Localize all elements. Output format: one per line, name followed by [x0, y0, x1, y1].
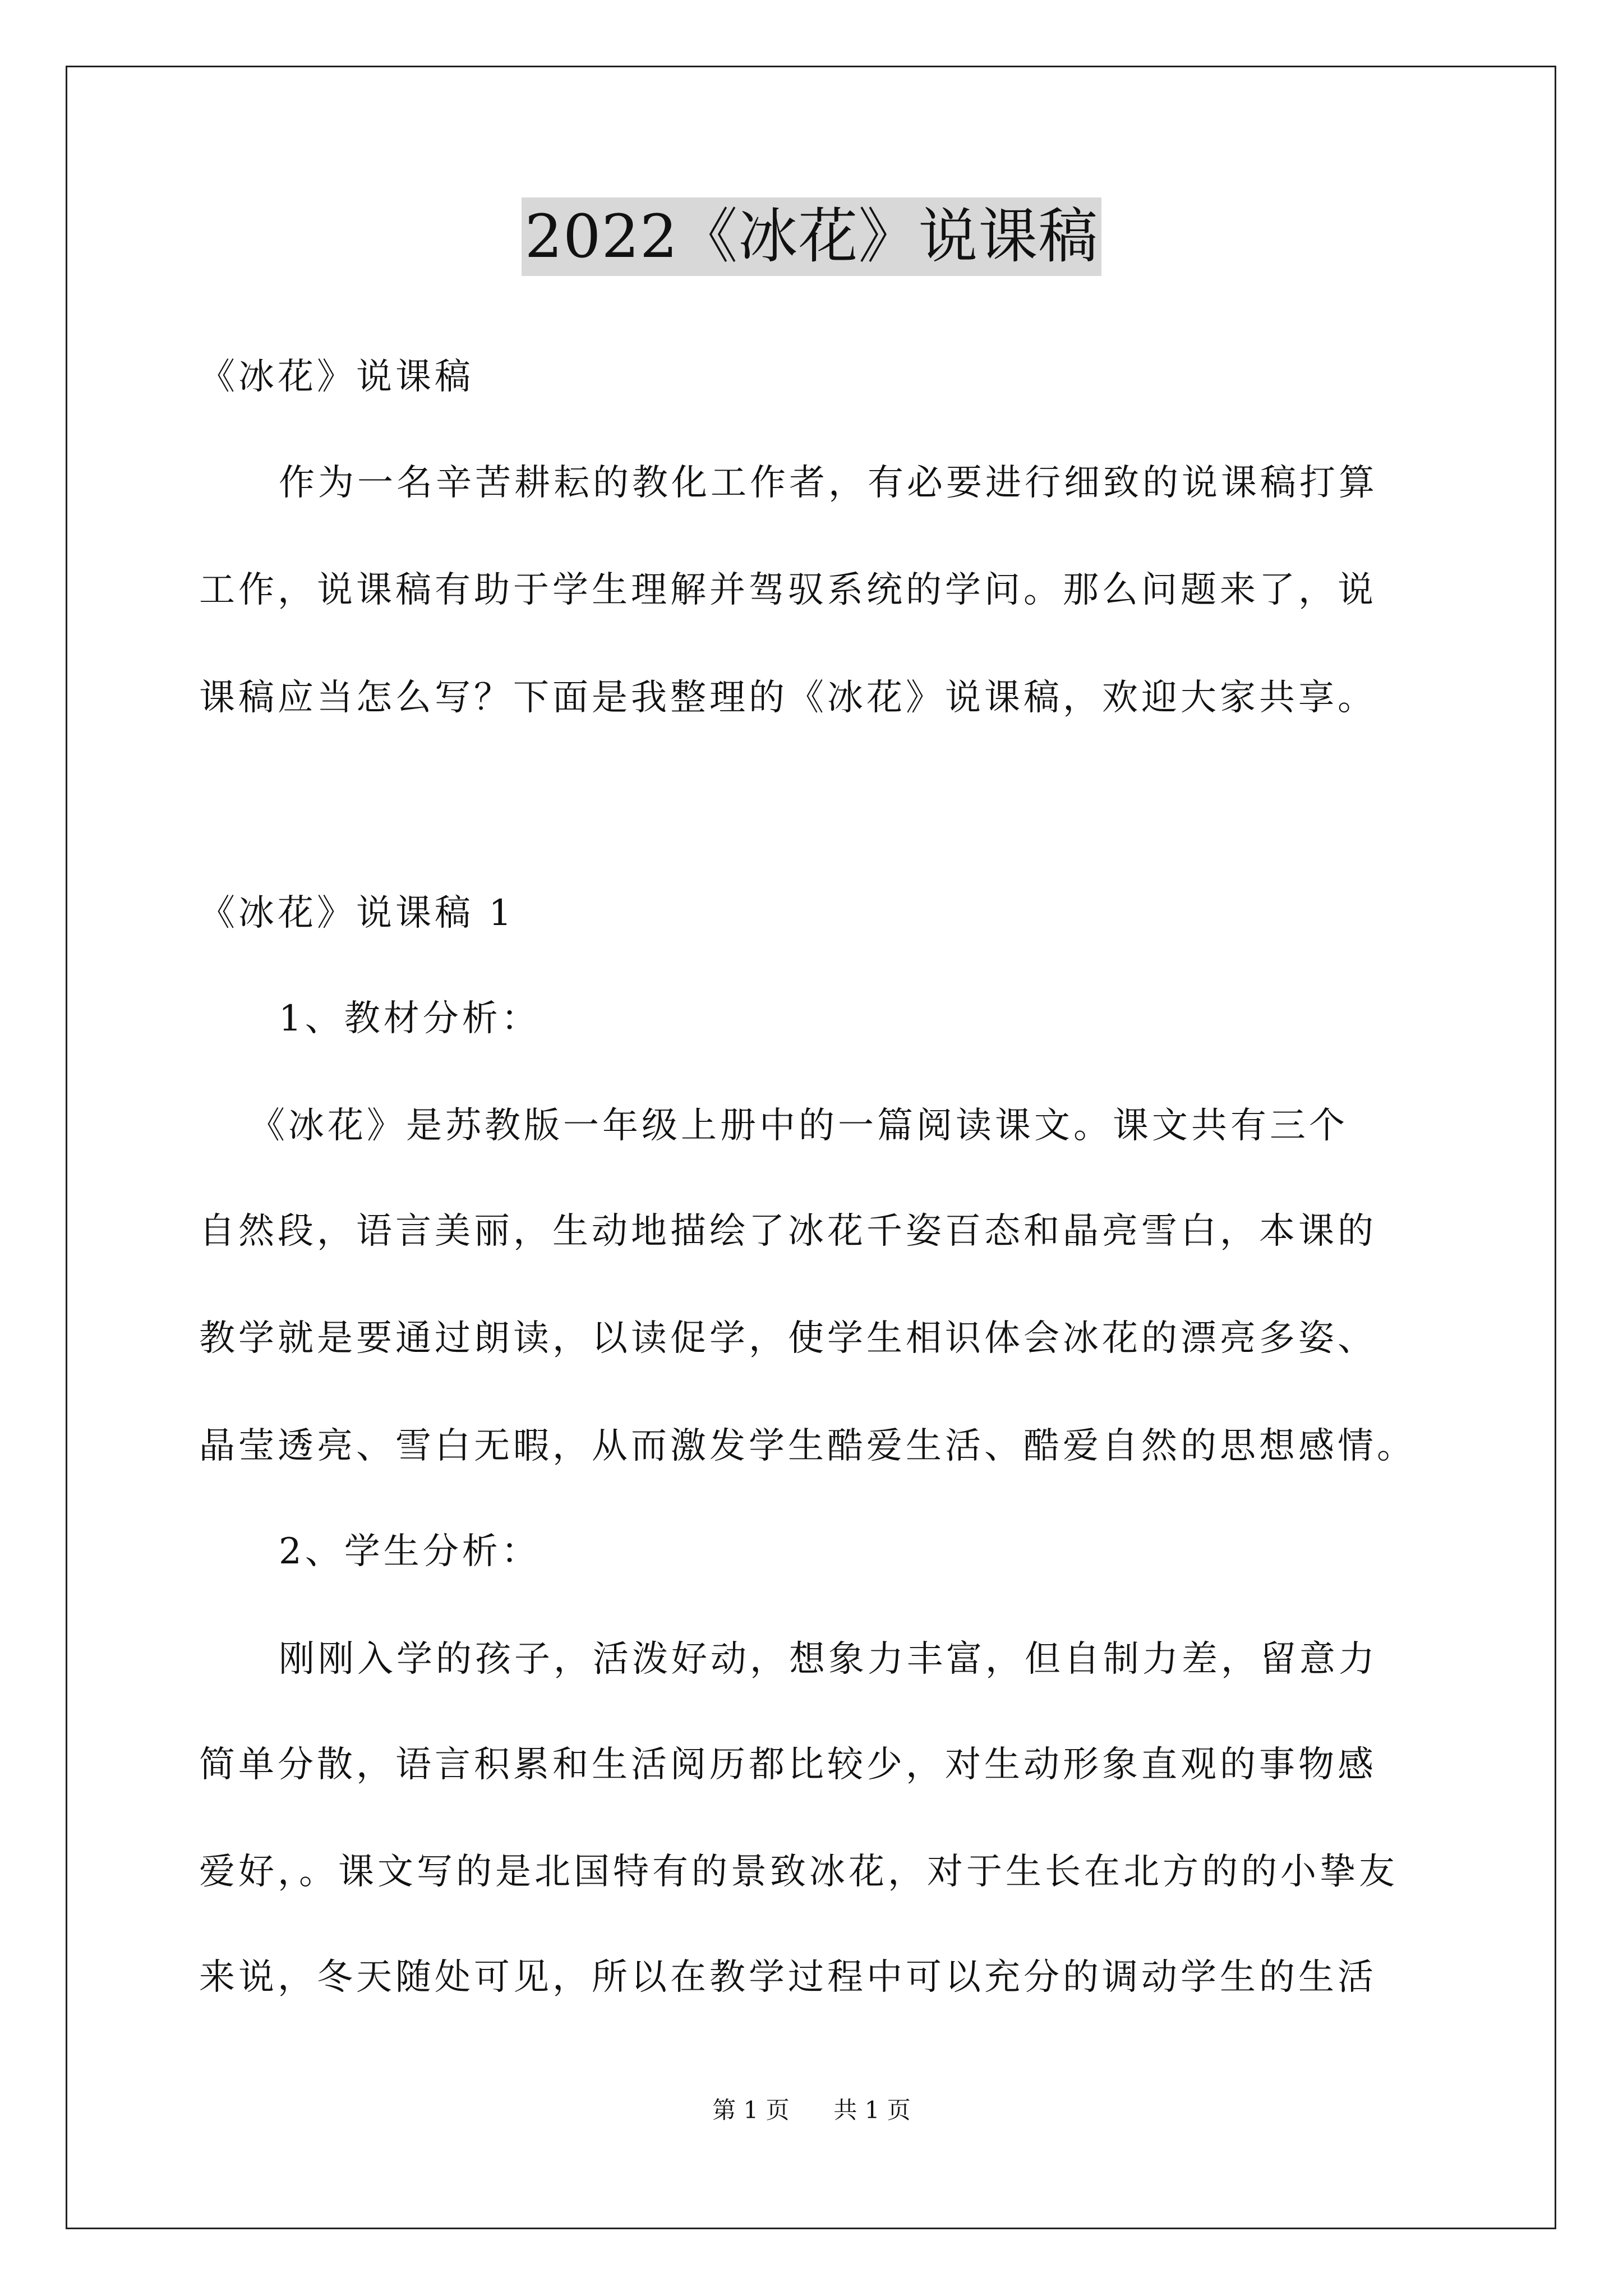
item1-heading: 1、教材分析： [279, 998, 541, 1039]
intro-line-2: 工作，说课稿有助于学生理解并驾驭系统的学问。那么问题来了，说 [199, 569, 1377, 611]
item2-line-3: 爱好，。课文写的是北国特有的景致冰花，对于生长在北方的的小挚友 [199, 1851, 1398, 1893]
document-subtitle: 《冰花》说课稿 [199, 356, 474, 398]
item1-line-2: 自然段，语言美丽，生动地描绘了冰花千姿百态和晶亮雪白，本课的 [199, 1211, 1377, 1252]
title-container [0, 197, 1623, 276]
item2-heading: 2、学生分析： [279, 1531, 541, 1572]
page-footer [0, 2093, 1623, 2127]
page-total: 共 1 页 [833, 2096, 911, 2124]
intro-line-1: 作为一名辛苦耕耘的教化工作者，有必要进行细致的说课稿打算 [279, 462, 1378, 504]
item1-line-4: 晶莹透亮、雪白无暇，从而激发学生酷爱生活、酷爱自然的思想感情。 [199, 1425, 1416, 1467]
page-number: 第 1 页 [712, 2096, 790, 2124]
item2-line-4: 来说，冬天随处可见，所以在教学过程中可以充分的调动学生的生活 [199, 1957, 1377, 1998]
document-title: 2022《冰花》说课稿 [522, 197, 1102, 276]
intro-line-3: 课稿应当怎么写？下面是我整理的《冰花》说课稿，欢迎大家共享。 [199, 677, 1377, 719]
item2-line-2: 简单分散，语言积累和生活阅历都比较少，对生动形象直观的事物感 [199, 1744, 1377, 1786]
item2-line-1: 刚刚入学的孩子，活泼好动，想象力丰富，但自制力差，留意力 [279, 1639, 1378, 1680]
item1-line-3: 教学就是要通过朗读，以读促学，使学生相识体会冰花的漂亮多姿、 [199, 1318, 1377, 1359]
item1-line-1: 《冰花》是苏教版一年级上册中的一篇阅读课文。课文共有三个 [249, 1105, 1348, 1147]
section-heading: 《冰花》说课稿 1 [199, 892, 515, 934]
